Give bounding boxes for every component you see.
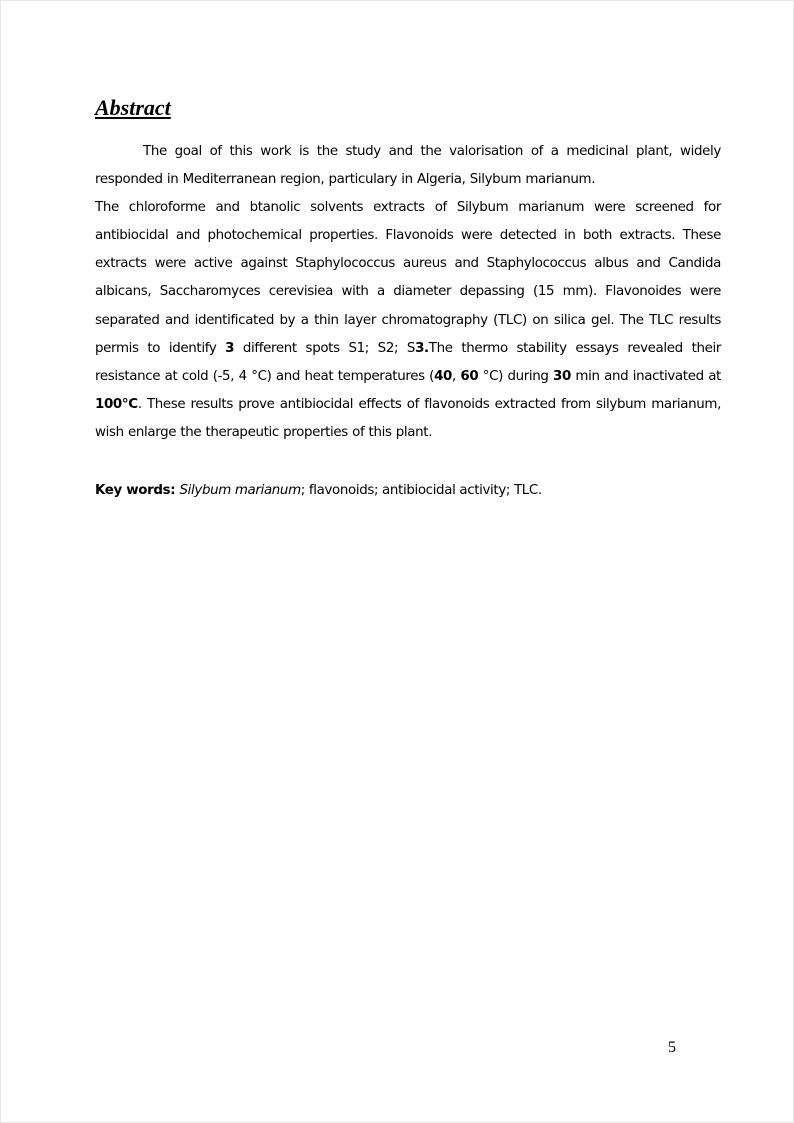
abstract-heading: Abstract xyxy=(95,95,171,120)
abstract-paragraph-1: The goal of this work is the study and the valorisation of a medicinal plant, widely responded in Mediterranean region, particulary in Algeria, Silybum marianum. xyxy=(95,144,721,188)
paragraph-2-text-3: The thermo stability essays revealed their resistance at cold (-5, 4 °C) and heat temperatures ( xyxy=(95,340,722,384)
keywords-rest: ; flavonoids; antibiocidal activity; TLC. xyxy=(300,483,542,498)
page-number: 5 xyxy=(668,1039,676,1056)
keywords-line xyxy=(95,477,721,505)
keywords-label: Key words: xyxy=(95,483,180,498)
paragraph-2-text-4: , xyxy=(452,368,461,384)
duration-30: 30 xyxy=(553,368,571,384)
paragraph-2-text-5: °C) during xyxy=(478,368,554,384)
abstract-body xyxy=(95,138,721,447)
paragraph-2-text-6: min and inactivated at xyxy=(570,368,721,384)
temperature-100: 100°C xyxy=(95,396,138,412)
temperature-60: 60 xyxy=(460,368,479,384)
temperature-40: 40 xyxy=(434,368,452,384)
paragraph-2-text-2: different spots S1; S2; S xyxy=(234,340,416,356)
keywords-species: Silybum marianum xyxy=(179,483,301,498)
spot-count: 3 xyxy=(225,340,235,356)
spot-s3-suffix: 3. xyxy=(415,340,429,356)
paragraph-2-text-7: . These results prove antibiocidal effects of flavonoids extracted from silybum marianum, wish enlarge the therapeutic properties of this plant. xyxy=(95,396,721,440)
paragraph-2-text-1: The chloroforme and btanolic solvents extracts of Silybum marianum were screened for antibiocidal and photochemical properties. Flavonoids were detected in both extracts. These extracts were active against Staphylococcus aureus and Staphylococcus albus and Candida albicans, Saccharomyces cerevisiea with a diameter depassing (15 mm). Flavonoides were separated and identificated by a thin layer chromatography (TLC) on silica gel. The TLC results permis to identify xyxy=(95,200,721,356)
abstract-paragraph-2 xyxy=(95,194,721,447)
